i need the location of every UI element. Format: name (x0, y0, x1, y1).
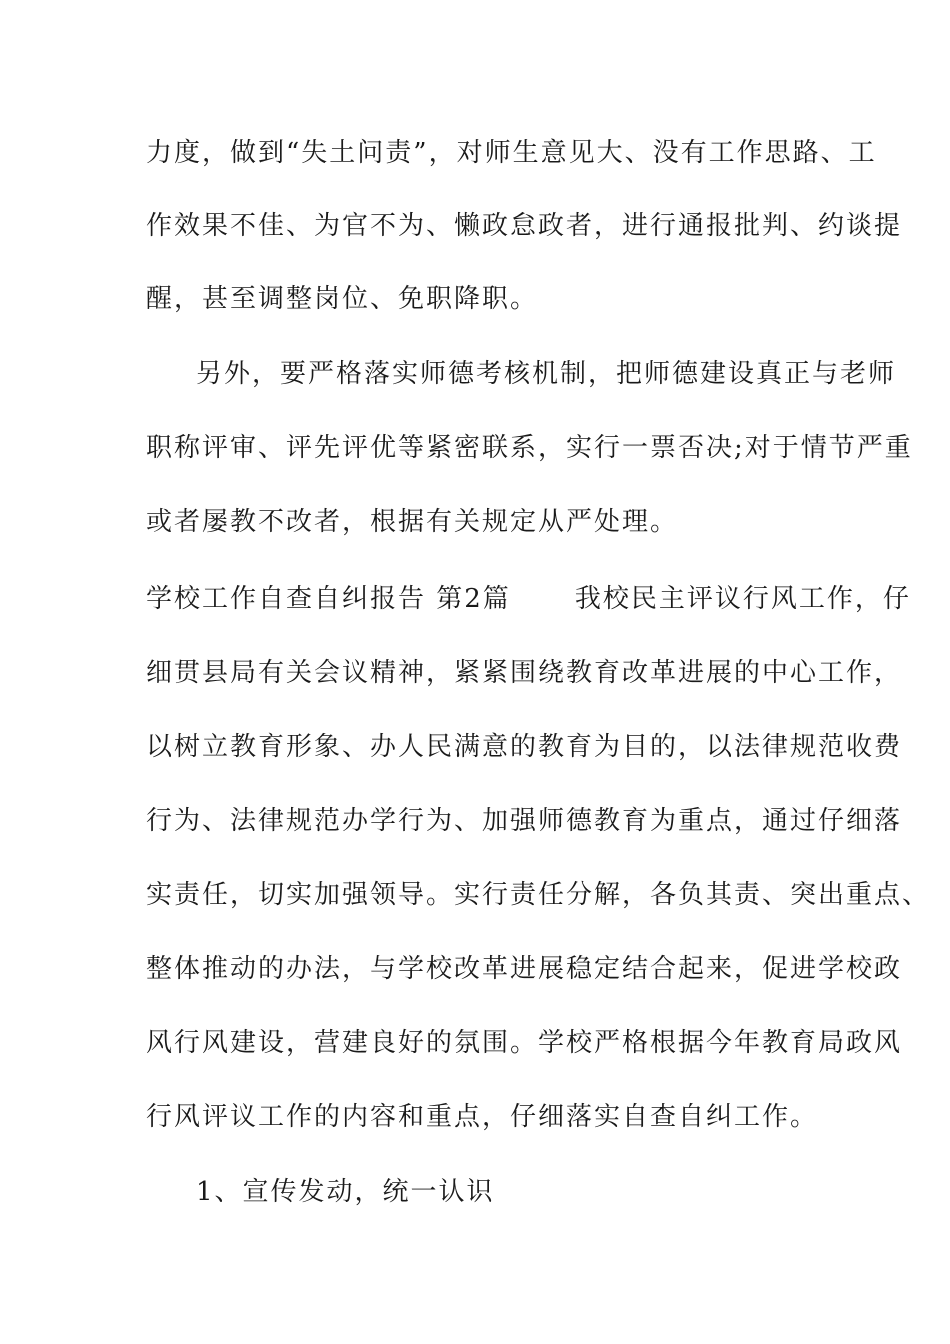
text-line-10: 行为、法律规范办学行为、加强师德教育为重点，通过仔细落 (146, 806, 903, 836)
text-line-12: 整体推动的办法，与学校改革进展稳定结合起来，促进学校政 (146, 954, 903, 984)
text-line-14: 行风评议工作的内容和重点，仔细落实自查自纠工作。 (146, 1102, 819, 1132)
text-line-2: 作效果不佳、为官不为、懒政怠政者，进行通报批判、约谈提 (146, 211, 903, 241)
text-line-5: 职称评审、评先评优等紧密联系，实行一票否决;对于情节严重 (146, 433, 913, 463)
text-line-1: 力度，做到“失土问责”，对师生意见大、没有工作思路、工 (146, 138, 877, 168)
text-line-3: 醒，甚至调整岗位、免职降职。 (146, 284, 539, 314)
section-heading-line (146, 583, 911, 615)
text-line-4: 另外，要严格落实师德考核机制，把师德建设真正与老师 (196, 359, 897, 389)
section-heading: 学校工作自查自纠报告 第2篇 (146, 584, 511, 614)
text-line-6: 或者屡教不改者，根据有关规定从严处理。 (146, 507, 679, 537)
section-first-text: 我校民主评议行风工作，仔 (574, 584, 911, 614)
numbered-heading: 1、宣传发动，统一认识 (196, 1177, 495, 1207)
text-line-11: 实责任，切实加强领导。实行责任分解，各负其责、突出重点、 (146, 880, 931, 910)
text-line-8: 细贯县局有关会议精神，紧紧围绕教育改革进展的中心工作， (146, 658, 903, 688)
text-line-13: 风行风建设，营建良好的氛围。学校严格根据今年教育局政风 (146, 1028, 903, 1058)
text-line-9: 以树立教育形象、办人民满意的教育为目的，以法律规范收费 (146, 732, 903, 762)
